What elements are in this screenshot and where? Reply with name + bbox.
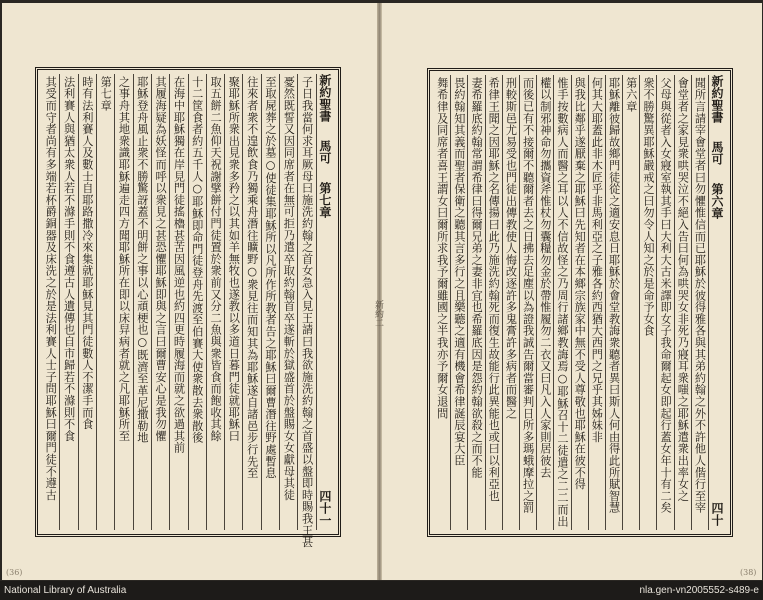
left-column-text: 取五餅二魚仰天祝謝擘餅付門徒置於衆前又分二魚與衆皆食而飽收其餘 <box>209 76 223 442</box>
left-text-column <box>242 74 260 530</box>
right-column-text: 與我比鄰乎遂厭棄之耶穌曰先知者在本鄉宗族家中無不受人尊敬也耶穌在彼不得 <box>573 77 587 490</box>
left-column-text: 往來者衆不遑飲食乃獨乘舟潛往曠野○衆見往而知其為耶穌遂自諸邑步行先至 <box>245 76 259 479</box>
right-text-frame <box>427 68 733 537</box>
left-chapter-label: 第七章 <box>317 182 332 218</box>
left-text-column <box>151 74 169 530</box>
right-page-number: 四十 <box>710 502 724 526</box>
left-text-column <box>42 74 59 530</box>
right-text-column <box>639 75 656 530</box>
footer-library-name: National Library of Australia <box>4 585 127 596</box>
footer-record-id: nla.gen-vn2005552-s489-e <box>639 585 759 596</box>
right-column-text: 第六章 <box>624 77 638 113</box>
right-column-text: 會堂者之家見衆哄哭泣不絕入告曰何為哄哭女非死乃寢耳衆嗤之耶穌遣衆出率女之 <box>676 77 690 502</box>
left-text-column <box>206 74 224 530</box>
left-text-column <box>169 74 187 530</box>
left-column-text: 其受而守者尚有多端若杯爵銅器及床洗之於是法利賽人士子問耶穌曰爾門徒不遵古 <box>44 76 58 501</box>
left-column-text: 第七章 <box>99 76 113 112</box>
left-text-column <box>96 74 114 530</box>
left-column-text: 耶穌登舟風止衆不勝驚訝蓋不明餅之事以心頑梗也○既濟至革尼撒勒地 <box>135 76 149 444</box>
left-column-text: 其履海疑為妖怪而呼以衆見之甚恐懼耶穌即與之言曰爾曹安心是我勿懼 <box>154 76 168 442</box>
left-text-column <box>133 74 151 530</box>
right-gospel-name: 馬可 <box>710 141 724 165</box>
right-column-text: 刑較斯邑尤易受也門徒出傳教使人悔改逐許多鬼膏許多病者而醫之 <box>504 77 518 420</box>
left-text-column <box>78 74 96 530</box>
right-text-column <box>485 75 502 530</box>
right-text-column <box>450 75 467 530</box>
left-page-number: 四十一 <box>317 490 332 526</box>
left-column-text: 之事舟其地衆識耶穌遍走四方聞耶穌所在即以床舁病者就之凡耶穌所至 <box>117 76 131 442</box>
right-text-column <box>622 75 639 530</box>
right-columns <box>434 75 726 530</box>
right-column-text: 妻希羅底約翰常謂希律曰得爾兄弟之妻非宜也希羅底因是怨約翰欲殺之而不能 <box>470 77 484 479</box>
right-text-column <box>536 75 553 530</box>
left-column-text: 時有法利賽人及數士自耶路撒冷來集就耶穌見其門徒數人不潔手而食 <box>80 76 94 430</box>
left-text-column <box>188 74 206 530</box>
gutter-label: 新約二 <box>373 300 383 327</box>
right-column-text: 舞希律及同席者喜王謂女曰爾所求我予爾雖國之半我亦予爾女退問 <box>435 77 449 420</box>
left-text-column <box>224 74 242 530</box>
right-text-column <box>588 75 605 530</box>
right-text-column <box>691 75 708 530</box>
left-text-column <box>59 74 77 530</box>
right-column-text: 畏約翰知其義而聖者保衛之聽其言多行之且樂聽之適有機會希律誕辰宴大臣 <box>452 77 466 467</box>
right-header-column <box>708 75 726 530</box>
right-text-column <box>467 75 484 530</box>
right-chapter-label: 第六章 <box>710 183 724 219</box>
left-column-text: 法利賽人與猶太衆人若不滌手則不食遵古人遺傳也自市歸若不滌則不食 <box>62 76 76 442</box>
left-columns <box>42 74 334 548</box>
left-column-text: 至取屍葬之於墓○使徒集耶穌所以凡所作所教者告之耶穌曰爾曹潛往野處暫息 <box>264 76 277 479</box>
right-text-column <box>571 75 588 530</box>
right-text-column <box>674 75 691 530</box>
left-header-column <box>316 74 334 530</box>
right-text-column <box>434 75 450 530</box>
right-text-column <box>553 75 570 530</box>
left-text-frame <box>35 67 341 548</box>
left-column-text: 聚耶穌所衆出見衆多矜之以其如羊無牧也遂教以多道日暮門徒就耶穌曰 <box>227 76 241 442</box>
right-text-column <box>605 75 622 530</box>
right-book-title: 新約聖書 <box>710 75 724 123</box>
right-text-column <box>502 75 519 530</box>
left-text-column <box>297 74 315 548</box>
right-column-text: 父母與從者入女寢室執其手曰大利大古米譯即女子我命爾起女即起行蓋女年十有二矣 <box>659 77 673 514</box>
right-column-text: 聞所言請宰會堂者曰勿懼惟信而已耶穌於彼得雅各與其弟約翰之外不許他人偕行至宰 <box>693 77 707 514</box>
left-column-text: 憂然既誓又因同席者在無可拒乃遣卒取約翰首卒遂斬於獄盛首於盤賜女女獻母其徒 <box>282 76 296 501</box>
left-text-column <box>114 74 132 530</box>
right-column-text: 何其大耶蓋此非木匠乎非馬利亞之子雅各約西猶大西門之兄乎其姊妹非 <box>590 77 604 443</box>
left-text-column <box>279 74 297 530</box>
left-column-text: 十二筐食者約五千人○耶穌即命門徒登舟先渡至伯賽大使衆散去衆散後 <box>190 76 204 444</box>
right-column-text: 惟手按數病人而醫之耳以人不信故怪之乃周行諸鄉教誨焉○耶穌召十二徒遣之二二而出 <box>556 77 569 528</box>
right-text-column <box>519 75 536 530</box>
right-column-text: 而後已有不接爾不聽爾者去之日拂去足塵以為證我誠告爾當審判日所多瑪蛾摩拉之罰 <box>521 77 535 514</box>
left-text-column <box>261 74 279 530</box>
right-margin-number: (38) <box>740 568 757 577</box>
right-column-text: 希律王聞之因耶穌之名傳揚曰此乃施洗約翰死而復生故能行此異能也或曰以利亞也 <box>487 77 501 502</box>
right-column-text: 權以制邪神命勿攜資斧惟杖勿囊糧勿金於帶惟履勿二衣又曰凡入人家則居彼去 <box>538 77 552 479</box>
right-column-text: 耶穌離彼歸故鄉門徒從之適安息日耶穌於會堂教誨衆聽者異曰斯人何由得此所賦智慧 <box>607 77 621 514</box>
right-column-text: 衆不勝驚異耶穌嚴戒之曰勿令人知之於是命予女食 <box>641 77 655 337</box>
left-margin-number: (36) <box>6 568 23 577</box>
left-gospel-name: 馬可 <box>317 140 332 164</box>
footer-bar <box>0 581 763 600</box>
left-column-text: 子日我當何求耳厥母曰施洗約翰之首女急入見王請曰我欲施洗約翰之首盛以盤即時賜我王甚 <box>300 76 314 548</box>
left-book-title: 新約聖書 <box>317 74 332 122</box>
right-text-column <box>656 75 673 530</box>
left-column-text: 在海中耶穌獨在岸見門徒搖櫓甚苦因風逆也約四更時履海而就之欲過其前 <box>172 76 186 454</box>
